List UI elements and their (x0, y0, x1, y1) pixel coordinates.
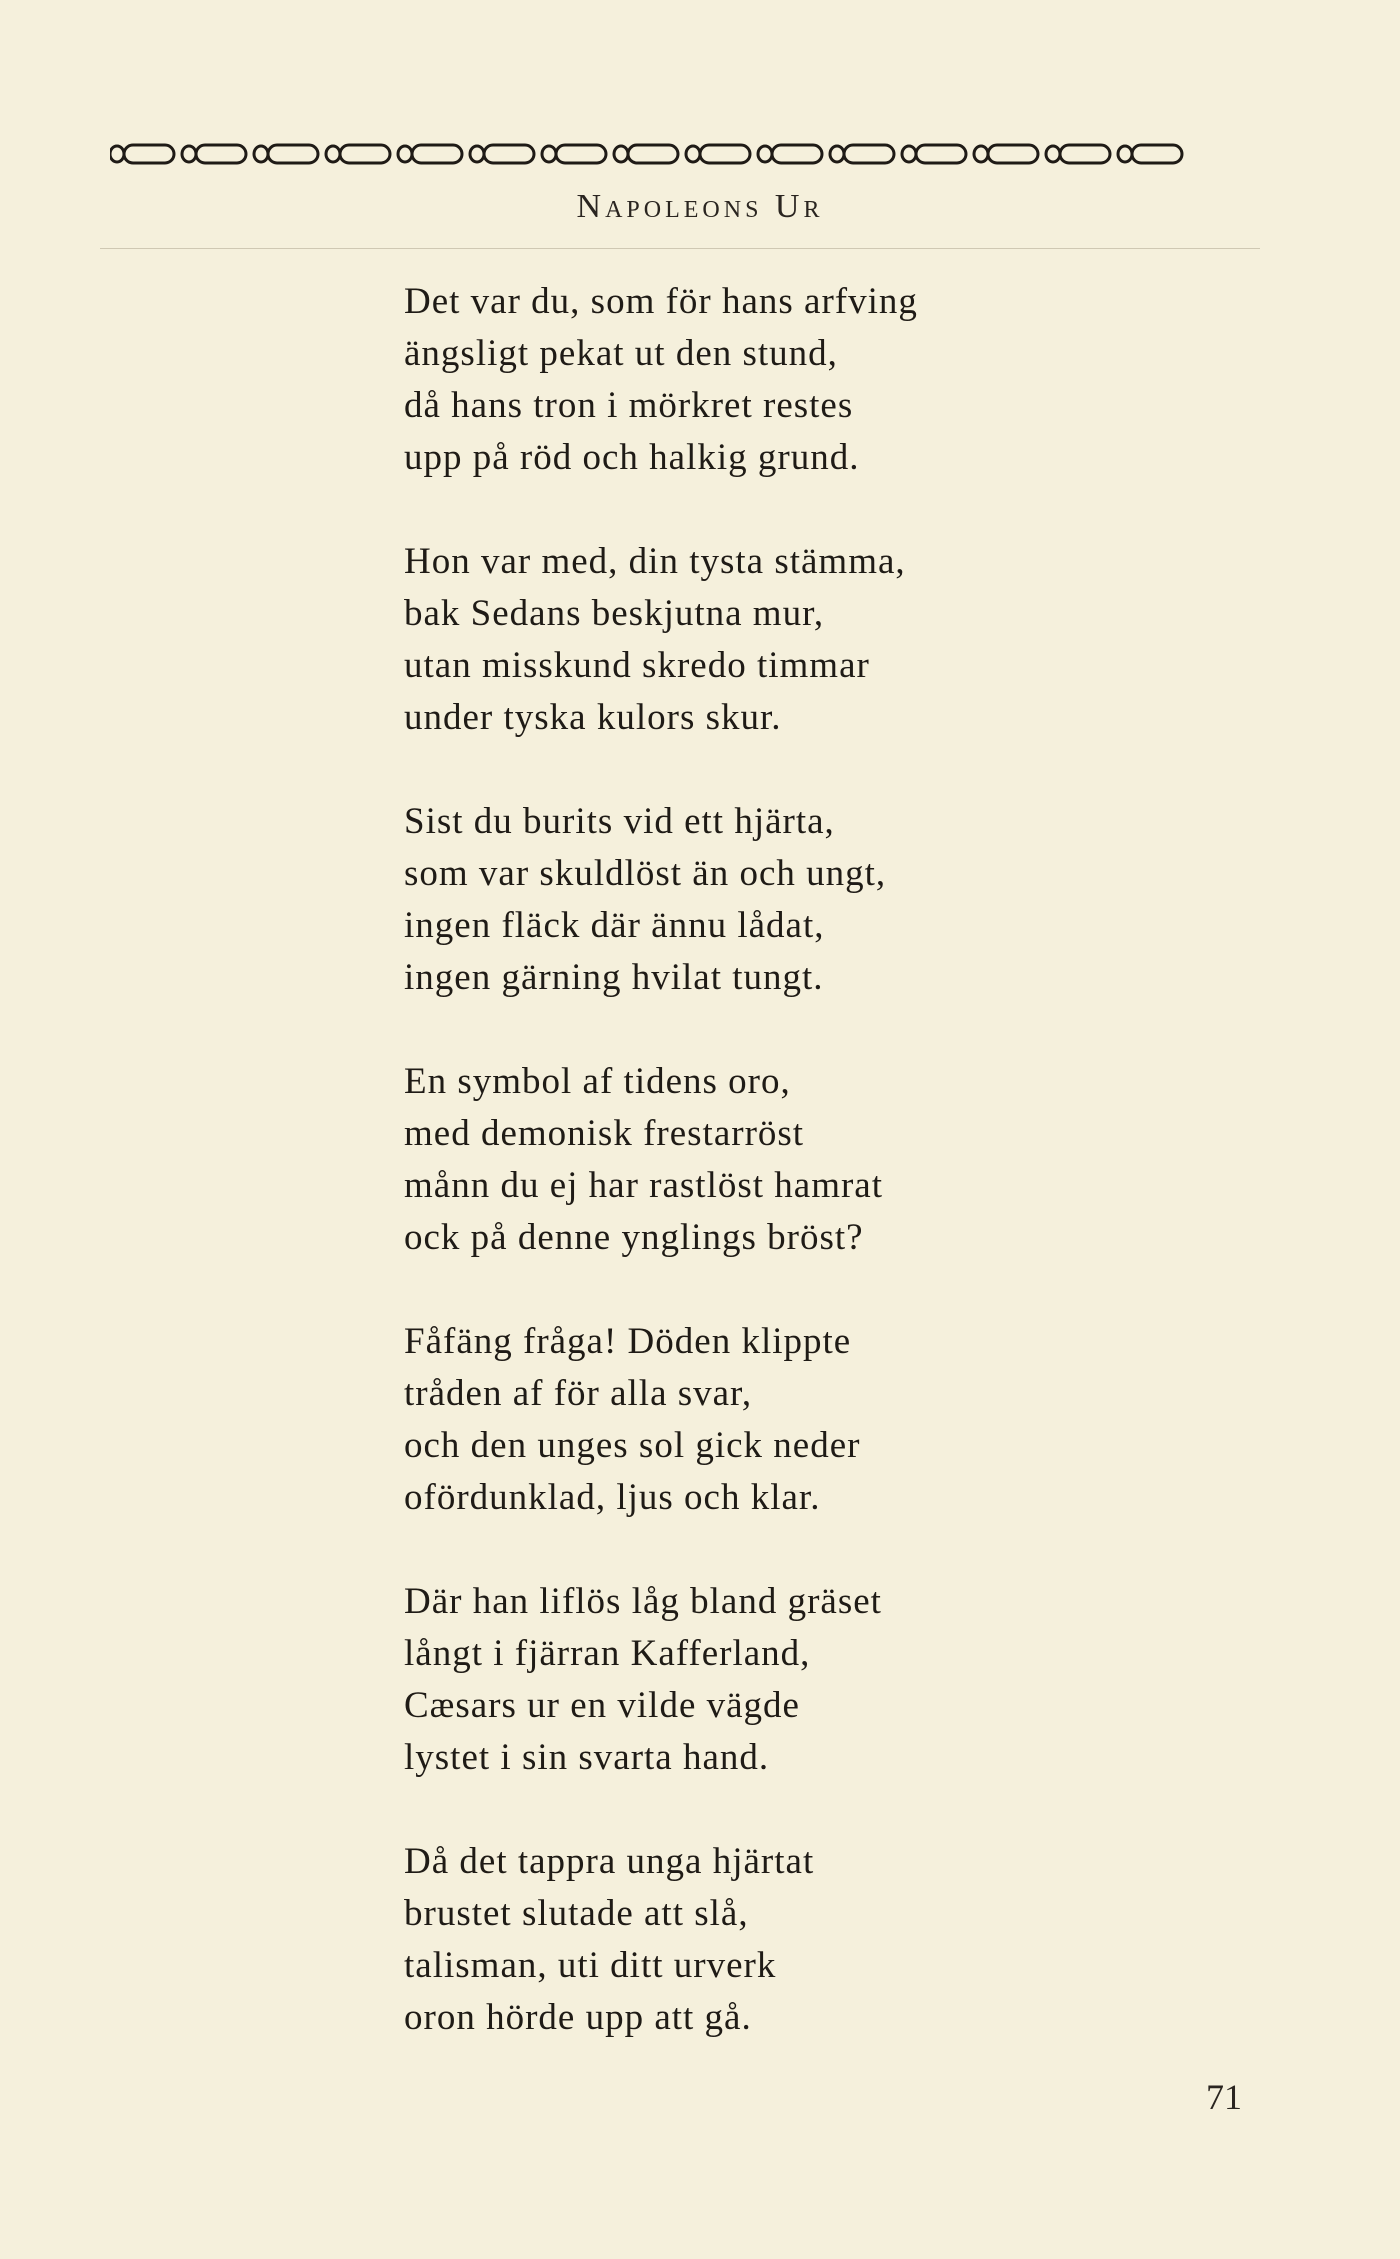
chain-link (988, 145, 1038, 163)
chain-link (1132, 145, 1182, 163)
poem-line: brustet slutade att slå, (404, 1893, 749, 1934)
header-divider (100, 248, 1260, 249)
poem-line: Det var du, som för hans arfving (404, 281, 918, 322)
chain-ring (254, 146, 268, 162)
poem-line: som var skuldlöst än och ungt, (404, 853, 887, 894)
poem-line: En symbol af tidens oro, (404, 1061, 791, 1102)
chain-ring (326, 146, 340, 162)
poem-line: Då det tappra unga hjärtat (404, 1841, 815, 1882)
running-title: Napoleons Ur (576, 188, 824, 225)
chain-ring (902, 146, 916, 162)
poem-line: Sist du burits vid ett hjärta, (404, 801, 835, 842)
chain-ring (686, 146, 700, 162)
ornamental-chain-border (110, 136, 1258, 172)
poem-line: tråden af för alla svar, (404, 1373, 753, 1414)
poem-line: långt i fjärran Kafferland, (404, 1633, 811, 1674)
poem-line: Hon var med, din tysta stämma, (404, 541, 906, 582)
poem-line: månn du ej har rastlöst hamrat (404, 1165, 884, 1206)
stanza-3 (404, 796, 1164, 1004)
chain-ring (758, 146, 772, 162)
poem-line: ingen gärning hvilat tungt. (404, 957, 824, 998)
poem-line: Cæsars ur en vilde vägde (404, 1685, 800, 1726)
poem-line: och den unges sol gick neder (404, 1425, 861, 1466)
stanza-1 (404, 276, 1164, 484)
chain-ring (1046, 146, 1060, 162)
stanza-2 (404, 536, 1164, 744)
poem-line: upp på röd och halkig grund. (404, 437, 860, 478)
chain-link (916, 145, 966, 163)
poem-line: ängsligt pekat ut den stund, (404, 333, 838, 374)
page-number: 71 (1206, 2077, 1242, 2117)
poem-line: ofördunklad, ljus och klar. (404, 1477, 821, 1518)
chain-ring (614, 146, 628, 162)
chain-ring (1118, 146, 1132, 162)
poem-line: utan misskund skredo timmar (404, 645, 870, 686)
chain-link (772, 145, 822, 163)
chain-link (340, 145, 390, 163)
poem (404, 276, 1164, 2044)
stanza-5 (404, 1316, 1164, 1524)
chain-link (484, 145, 534, 163)
chain-link (196, 145, 246, 163)
chain-ring (974, 146, 988, 162)
poem-line: under tyska kulors skur. (404, 697, 782, 738)
chain-link (1060, 145, 1110, 163)
chain-ring (470, 146, 484, 162)
stanza-7 (404, 1836, 1164, 2044)
poem-line: Fåfäng fråga! Döden klippte (404, 1321, 852, 1362)
poem-line: bak Sedans beskjutna mur, (404, 593, 825, 634)
chain-ring (830, 146, 844, 162)
poem-line: Där han liflös låg bland gräset (404, 1581, 882, 1622)
chain-link (700, 145, 750, 163)
chain-link (268, 145, 318, 163)
stanza-6 (404, 1576, 1164, 1784)
chain-link (412, 145, 462, 163)
chain-link (124, 145, 174, 163)
stanza-4 (404, 1056, 1164, 1264)
chain-link (628, 145, 678, 163)
poem-line: oron hörde upp att gå. (404, 1997, 752, 2038)
chain-ring (398, 146, 412, 162)
chain-ring (542, 146, 556, 162)
poem-line: då hans tron i mörkret restes (404, 385, 854, 426)
chain-link (844, 145, 894, 163)
poem-line: ingen fläck där ännu lådat, (404, 905, 825, 946)
poem-line: lystet i sin svarta hand. (404, 1737, 770, 1778)
chain-link (556, 145, 606, 163)
poem-line: ock på denne ynglings bröst? (404, 1217, 864, 1258)
chain-ring (182, 146, 196, 162)
poem-line: med demonisk frestarröst (404, 1113, 805, 1154)
poem-line: talisman, uti ditt urverk (404, 1945, 777, 1986)
chain-ring (110, 146, 124, 162)
